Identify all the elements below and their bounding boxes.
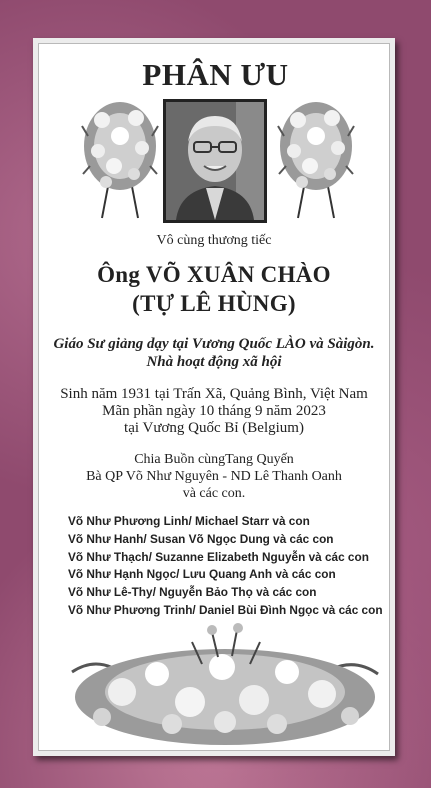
list-item: Võ Như Thạch/ Suzanne Elizabeth Nguyễn và các con (68, 549, 369, 564)
deceased-portrait (163, 99, 267, 223)
notice-title: PHÂN ƯU (142, 57, 289, 92)
deceased-profession: Giáo Sư giảng dạy tại Vương Quốc LÀO và Sàigòn. (53, 336, 375, 352)
list-item: Võ Như Hạnh Ngọc/ Lưu Quang Anh và các con (68, 567, 336, 582)
list-item: Võ Như Phương Trinh/ Daniel Bùi Đình Ngọc và các con (68, 602, 383, 617)
list-item: Võ Như Lê-Thy/ Nguyễn Bảo Thọ và các con (68, 585, 317, 600)
condolence-sender-children: và các con. (182, 486, 246, 501)
flower-arrangement-icon (62, 612, 388, 747)
list-item: Võ Như Hanh/ Susan Võ Ngọc Dung và các con (68, 531, 334, 546)
flower-wreath-icon (276, 96, 356, 220)
condolence-heading: Chia Buồn cùngTang Quyến (134, 452, 294, 467)
deceased-role: Nhà hoạt động xã hội (146, 354, 282, 370)
deceased-name: Ông VÕ XUÂN CHÀO (97, 262, 331, 287)
condolence-sender: Bà QP Võ Như Nguyên - ND Lê Thanh Oanh (86, 469, 342, 484)
deceased-alias: (TỰ LÊ HÙNG) (132, 291, 296, 316)
birth-info: Sinh năm 1931 tại Trấn Xã, Quảng Bình, Việt Nam (60, 386, 368, 402)
notice-subtitle: Vô cùng thương tiếc (156, 233, 272, 248)
flower-wreath-icon (80, 96, 160, 220)
list-item: Võ Như Phương Linh/ Michael Starr và con (68, 514, 310, 528)
death-place: tại Vương Quốc Bỉ (Belgium) (124, 420, 304, 436)
family-list (68, 513, 388, 620)
death-info: Mãn phần ngày 10 tháng 9 năm 2023 (102, 403, 326, 419)
